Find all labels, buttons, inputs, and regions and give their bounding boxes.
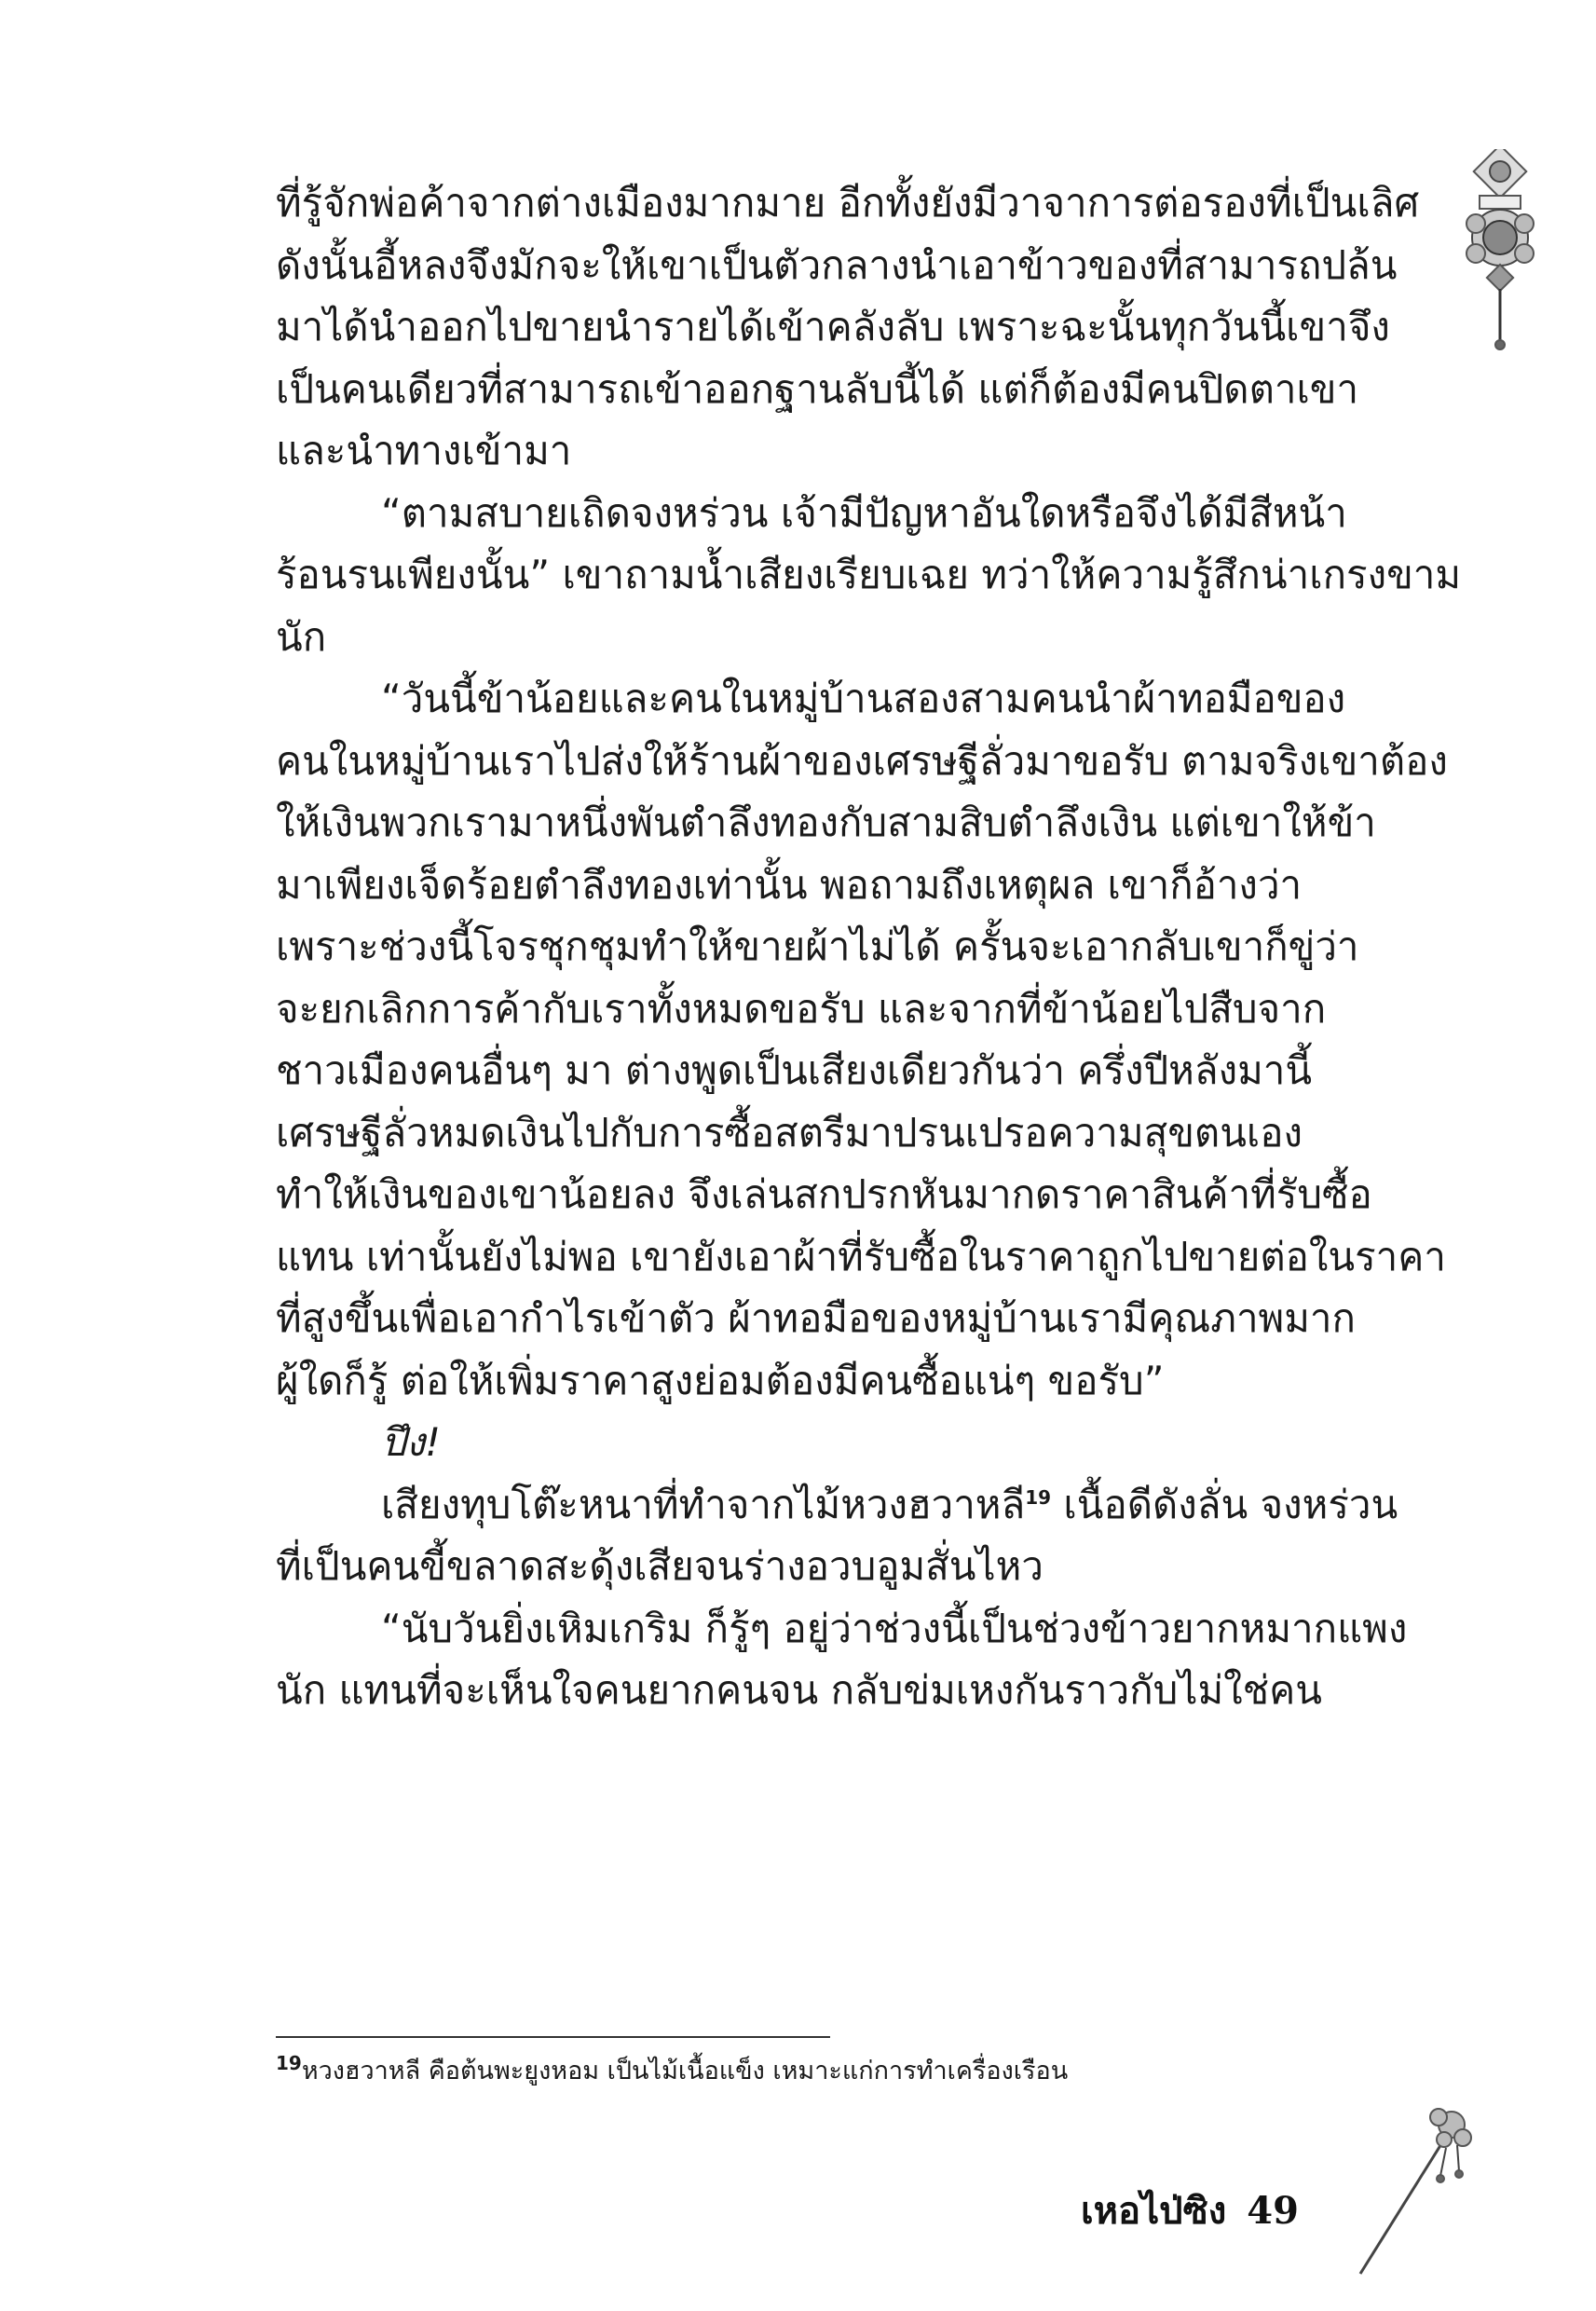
text-line [276, 1660, 1436, 1722]
text-line [276, 855, 1436, 917]
footnote-number: 19 [276, 2052, 302, 2074]
text-line [276, 235, 1436, 297]
text-line-content: ที่รู้จักพ่อค้าจากต่างเมืองมากมาย อีกทั้งยังมีวาจาการต่อรองที่เป็นเลิศ [276, 180, 1420, 226]
text-line-content: “ตามสบายเถิดจงหร่วน เจ้ามีปัญหาอันใดหรือจึงได้มีสีหน้า [381, 489, 1347, 536]
text-line-content: “นับวันยิ่งเหิมเกริม ก็รู้ๆ อยู่ว่าช่วงนี้เป็นช่วงข้าวยากหมากแพง [381, 1605, 1408, 1651]
text-line-content: แทน เท่านั้นยังไม่พอ เขายังเอาผ้าที่รับซื้อในราคาถูกไปขายต่อในราคา [276, 1233, 1446, 1279]
text-line [276, 916, 1436, 978]
text-line-content: ที่สูงขึ้นเพื่อเอากำไรเข้าตัว ผ้าทอมือของหมู่บ้านเรามีคุณภาพมาก [276, 1295, 1356, 1341]
text-line-content: เสียงทุบโต๊ะหนาที่ทำจากไม้หวงฮวาหลี [381, 1481, 1026, 1527]
text-line-content: เพราะช่วงนี้โจรชุกชุมทำให้ขายผ้าไม่ได้ ครั้นจะเอากลับเขาก็ขู่ว่า [276, 923, 1359, 969]
text-line-content: จะยกเลิกการค้ากับเราทั้งหมดขอรับ และจากที่ข้าน้อยไปสืบจาก [276, 985, 1327, 1032]
text-line [276, 978, 1436, 1041]
text-line-content: “วันนี้ข้าน้อยและคนในหมู่บ้านสองสามคนนำผ้าทอมือของ [381, 676, 1346, 721]
text-line [276, 607, 1436, 669]
text-line [276, 296, 1436, 359]
text-line [276, 1598, 1436, 1661]
text-line [276, 1536, 1436, 1598]
text-line [276, 792, 1436, 855]
text-line-content: และนำทางเข้ามา [276, 428, 572, 473]
text-line [276, 1164, 1436, 1226]
text-line-continuation: เนื้อดีดังลั่น จงหร่วน [1051, 1481, 1398, 1527]
text-line-content: ผู้ใดก็รู้ ต่อให้เพิ่มราคาสูงย่อมต้องมีคนซื้อแน่ๆ ขอรับ” [276, 1357, 1165, 1403]
page-number: 49 [1247, 2189, 1299, 2233]
footnote [276, 2053, 1068, 2090]
text-line-content: เศรษฐีลั่วหมดเงินไปกับการซื้อสตรีมาปรนเปรอความสุขตนเอง [276, 1109, 1303, 1156]
text-line [276, 359, 1436, 421]
book-title: เหอไป่ซิง [1081, 2190, 1227, 2233]
text-line-content: ที่เป็นคนขี้ขลาดสะดุ้งเสียจนร่างอวบอูมสั่นไหว [276, 1543, 1044, 1589]
text-line-content: ร้อนรนเพียงนั้น” เขาถามน้ำเสียงเรียบเฉย ทว่าให้ความรู้สึกน่าเกรงขาม [276, 552, 1462, 597]
text-line-content: ให้เงินพวกเรามาหนึ่งพันตำลึงทองกับสามสิบตำลึงเงิน แต่เขาให้ข้า [276, 800, 1376, 845]
hairpin-ornament-icon [1342, 2097, 1472, 2283]
text-line-content: ทำให้เงินของเขาน้อยลง จึงเล่นสกปรกหันมากดราคาสินค้าที่รับซื้อ [276, 1171, 1372, 1217]
text-line [276, 1412, 1436, 1474]
text-line-content: คนในหมู่บ้านเราไปส่งให้ร้านผ้าของเศรษฐีลั่วมาขอรับ ตามจริงเขาต้อง [276, 737, 1448, 784]
text-line [276, 1102, 1436, 1165]
text-line [276, 1226, 1446, 1289]
text-line [276, 1350, 1436, 1413]
text-line [276, 172, 1436, 235]
text-line [276, 544, 1462, 607]
chinese-knot-ornament-icon [1453, 149, 1547, 354]
footnote-text: หวงฮวาหลี คือต้นพะยูงหอม เป็นไม้เนื้อแข็ง เหมาะแก่การทำเครื่องเรือน [301, 2057, 1069, 2085]
body-text [276, 172, 1462, 1722]
text-line [276, 420, 1436, 483]
text-line-content: มาได้นำออกไปขายนำรายได้เข้าคลังลับ เพราะฉะนั้นทุกวันนี้เขาจึง [276, 304, 1390, 349]
text-line [276, 1040, 1436, 1102]
text-line-content: ดังนั้นอี้หลงจึงมักจะให้เขาเป็นตัวกลางนำเอาข้าวของที่สามารถปล้น [276, 241, 1398, 288]
text-line-content: ชาวเมืองคนอื่นๆ มา ต่างพูดเป็นเสียงเดียวกันว่า ครึ่งปีหลังมานี้ [276, 1047, 1313, 1093]
page-footer [1081, 2181, 1299, 2240]
text-line [276, 731, 1448, 793]
footnote-divider [276, 2036, 830, 2038]
text-line [276, 1474, 1436, 1537]
text-line-content: เป็นคนเดียวที่สามารถเข้าออกฐานลับนี้ได้ แต่ก็ต้องมีคนปิดตาเขา [276, 365, 1359, 412]
text-line-content: มาเพียงเจ็ดร้อยตำลึงทองเท่านั้น พอถามถึงเหตุผล เขาก็อ้างว่า [276, 861, 1303, 908]
text-line [276, 483, 1436, 545]
text-line-content: นัก [276, 613, 327, 660]
footnote-reference: 19 [1025, 1485, 1052, 1509]
text-line [276, 668, 1436, 731]
text-line [276, 1288, 1436, 1350]
text-line-content: นัก แทนที่จะเห็นใจคนยากคนจน กลับข่มเหงกันราวกับไม่ใช่คน [276, 1667, 1322, 1713]
text-line-content: ปึง! [381, 1419, 442, 1465]
